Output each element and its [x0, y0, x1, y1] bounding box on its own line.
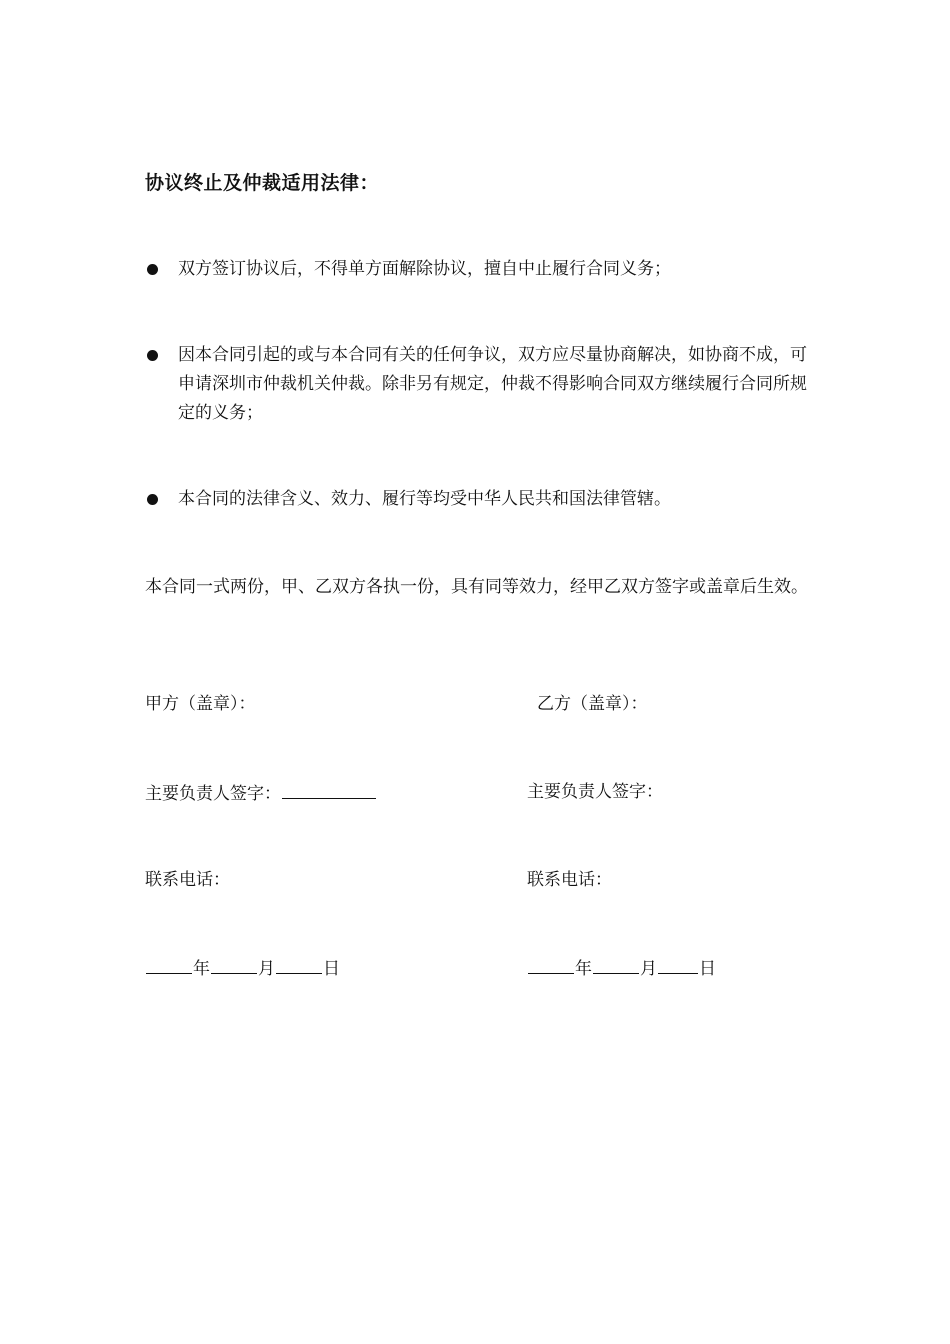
party-b-year-blank[interactable] [528, 955, 574, 974]
list-item [145, 485, 810, 514]
party-a-year-blank[interactable] [146, 955, 192, 974]
bullet-icon [147, 350, 158, 361]
bullet-icon [147, 494, 158, 505]
party-b-signer-label: 主要负责人签字： [527, 782, 663, 802]
party-a-signer-line [145, 780, 377, 806]
day-label: 日 [699, 959, 716, 979]
party-a-signature-blank[interactable] [282, 780, 376, 799]
list-item-text: 双方签订协议后，不得单方面解除协议，擅自中止履行合同义务； [178, 259, 671, 279]
party-a-seal-label: 甲方（盖章）： [145, 694, 256, 714]
list-item-text: 本合同的法律含义、效力、履行等均受中华人民共和国法律管辖。 [178, 489, 671, 509]
month-label: 月 [640, 959, 657, 979]
list-item [145, 341, 810, 428]
party-a-phone-label: 联系电话： [145, 870, 230, 890]
day-label: 日 [323, 959, 340, 979]
party-b-day-blank[interactable] [658, 955, 698, 974]
list-item [145, 255, 810, 284]
section-heading: 协议终止及仲裁适用法律： [145, 172, 380, 194]
list-item-text: 因本合同引起的或与本合同有关的任何争议，双方应尽量协商解决，如协商不成，可申请深圳市仲裁机关仲裁。除非另有规定，仲裁不得影响合同双方继续履行合同所规定的义务； [178, 345, 807, 423]
year-label: 年 [193, 959, 210, 979]
month-label: 月 [258, 959, 275, 979]
closing-paragraph: 本合同一式两份，甲、乙双方各执一份，具有同等效力，经甲乙双方签字或盖章后生效。 [145, 577, 808, 597]
party-b-month-blank[interactable] [593, 955, 639, 974]
party-b-date [527, 955, 716, 981]
party-b-seal-label: 乙方（盖章）： [537, 694, 648, 714]
year-label: 年 [575, 959, 592, 979]
bullet-icon [147, 264, 158, 275]
party-a-signer-label: 主要负责人签字： [145, 784, 281, 804]
party-a-date [145, 955, 340, 981]
party-a-day-blank[interactable] [276, 955, 322, 974]
party-a-month-blank[interactable] [211, 955, 257, 974]
party-b-phone-label: 联系电话： [527, 870, 612, 890]
